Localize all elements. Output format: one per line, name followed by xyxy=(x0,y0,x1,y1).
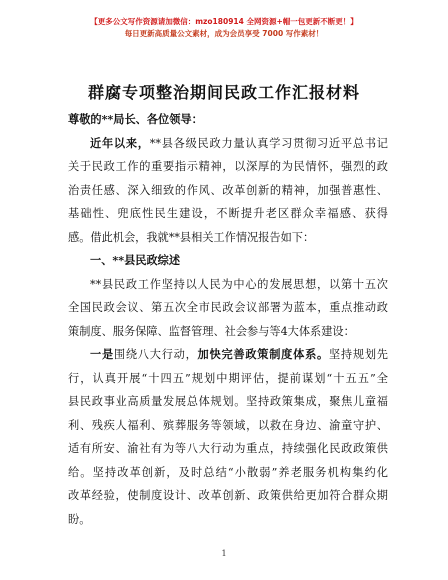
para2-line-2: 全国民政会议、第五次全市民政会议部署为蓝本，重点推动政 xyxy=(68,301,388,314)
page-number: 1 xyxy=(221,549,227,558)
para3-plain: 围绕八大行动， xyxy=(113,348,198,361)
promo-banner-line-2: 每日更新高质量公文素材，成为会员享受 7000 写作素材！ xyxy=(124,29,324,38)
para3-line-5: 适有所安、渝社有为等八大行动为重点，持续强化民政政策供 xyxy=(68,442,388,455)
para3-lead: 一是 xyxy=(90,347,114,361)
para3-line-4: 利、残疾人福利、殡葬服务等领域，以救在身边、渝童守护、 xyxy=(68,418,388,432)
para3-line-2: 行，认真开展“十四五”规划中期评估，提前谋划“十五五”全 xyxy=(68,371,388,385)
para3-bold: 加快完善政策制度体系。 xyxy=(197,347,329,361)
para3-line-6: 给。坚持改革创新，及时总结“小散弱”养老服务机构集约化 xyxy=(68,465,388,479)
intro-line-2: 关于民政工作的重要指示精神，以深厚的为民情怀，强烈的政 xyxy=(68,160,388,173)
intro-line-5: 感。借此机会，我就**县相关工作情况报告如下： xyxy=(68,230,315,244)
para2-line-1: **县民政工作坚持以人民为中心的发展思想，以第十五次 xyxy=(90,277,388,291)
intro-line-1 xyxy=(68,132,388,156)
intro-lead: 近年以来， xyxy=(90,135,150,150)
para3-line-1 xyxy=(68,343,388,367)
para3-line-3: 县民政事业高质量发展总体规划。坚持政策集成，聚焦儿童福 xyxy=(68,395,388,408)
para3-line-8: 盼。 xyxy=(68,512,91,526)
intro-line-3: 治责任感、深入细致的作风、改革创新的精神，加强普惠性、 xyxy=(68,183,388,197)
intro-text: **县各级民政力量认真学习贯彻习近平总书记 xyxy=(149,136,388,150)
para3-line-7: 改革经验，使制度设计、改革创新、政策供给更加符合群众期 xyxy=(68,489,388,502)
document-title: 群腐专项整治期间民政工作汇报材料 xyxy=(87,83,360,102)
para3-tail: 坚持规划先 xyxy=(328,348,388,361)
section-heading-1: 一、**县民政综述 xyxy=(90,253,181,267)
intro-line-4: 基础性、兜底性民生建设，不断提升老区群众幸福感、获得 xyxy=(68,207,388,220)
promo-banner xyxy=(0,16,448,40)
salutation: 尊敬的**局长、各位领导： xyxy=(68,112,203,126)
document-body xyxy=(68,108,388,531)
para2-line-3: 策制度、服务保障、监督管理、社会参与等4大体系建设： xyxy=(68,324,355,338)
promo-banner-line-1: 【更多公文写作资源请加微信：mzo180914 全网资源+帽一包更新不断更！】 xyxy=(90,17,358,26)
